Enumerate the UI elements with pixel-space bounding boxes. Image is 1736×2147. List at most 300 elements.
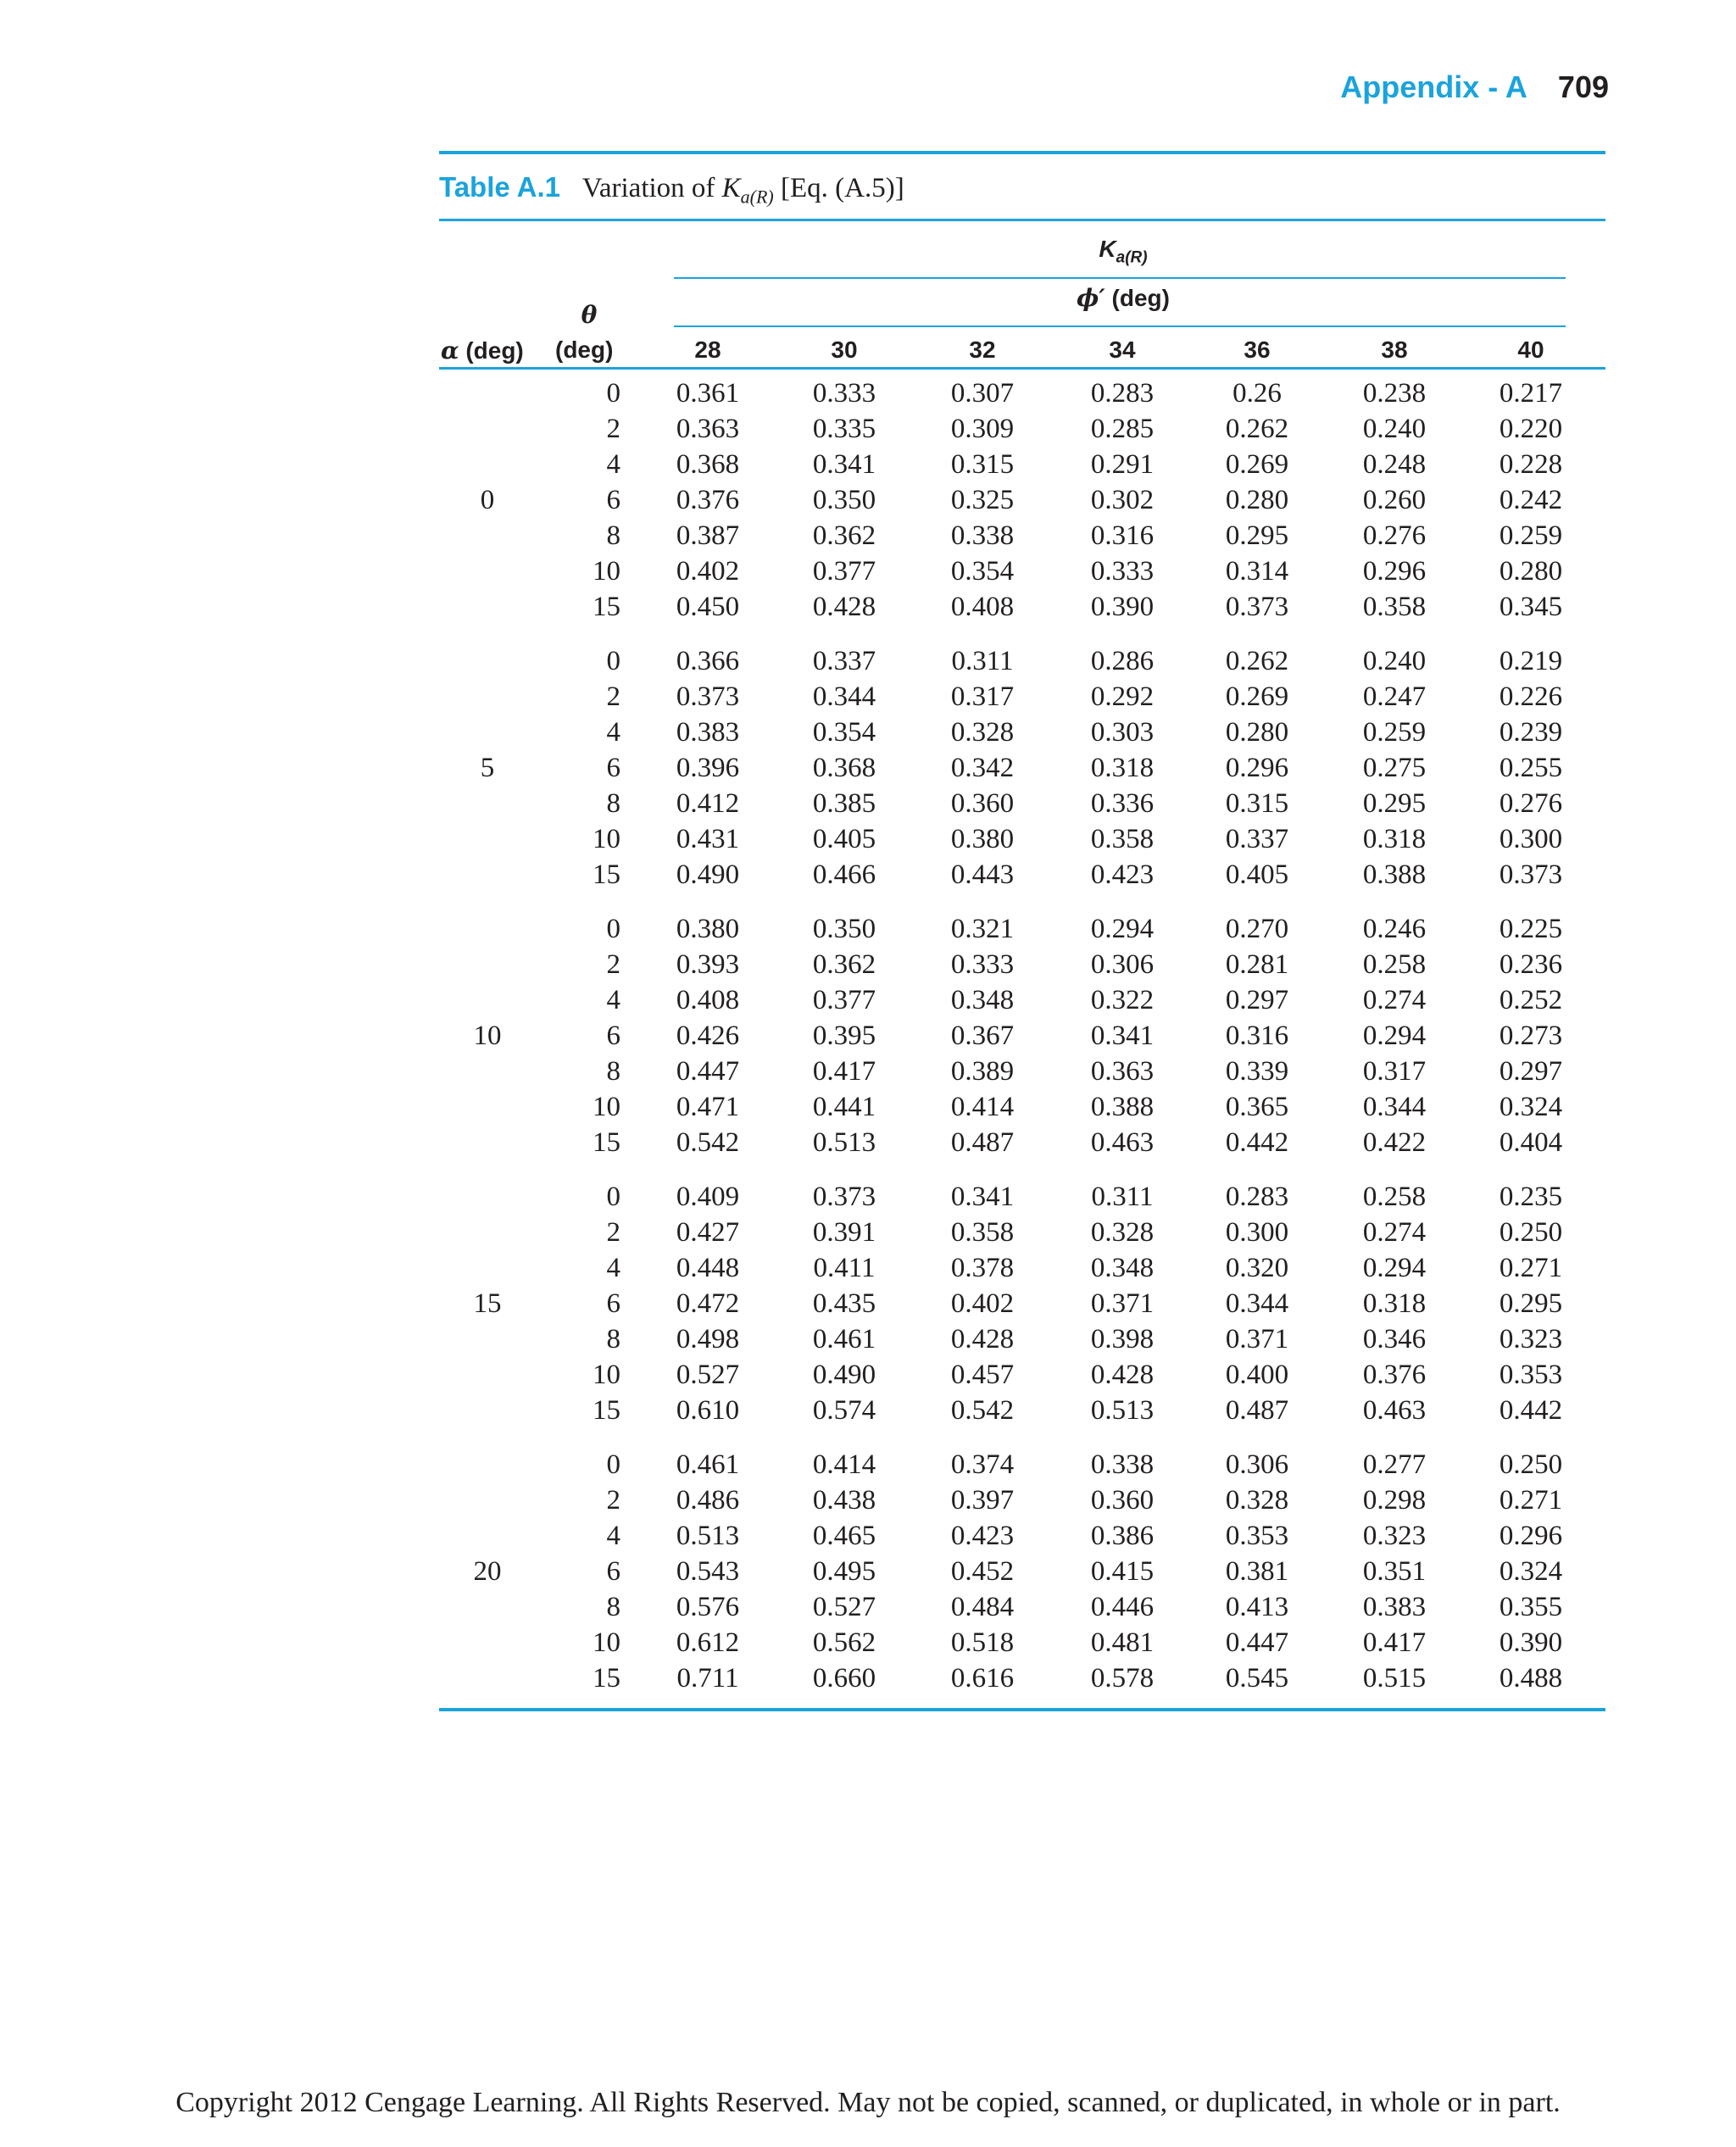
k-value-cell: 0.322 (1090, 985, 1155, 1015)
theta-value: 4 (606, 1521, 620, 1551)
phi-column-header: 32 (969, 337, 996, 363)
k-value-cell: 0.395 (812, 1021, 876, 1051)
k-value-cell: 0.226 (1499, 681, 1563, 712)
k-value-cell: 0.260 (1362, 485, 1427, 515)
k-value-cell: 0.442 (1225, 1127, 1289, 1158)
k-value-cell: 0.488 (1499, 1663, 1563, 1694)
k-value-cell: 0.377 (812, 556, 876, 587)
k-value-cell: 0.344 (1362, 1092, 1427, 1122)
k-value-cell: 0.344 (812, 681, 876, 712)
k-value-cell: 0.388 (1362, 859, 1427, 890)
k-value-cell: 0.281 (1225, 949, 1289, 980)
k-value-cell: 0.297 (1225, 985, 1289, 1015)
k-value-cell: 0.311 (951, 646, 1014, 676)
k-value-cell: 0.487 (950, 1127, 1015, 1158)
k-value-cell: 0.294 (1362, 1021, 1427, 1051)
k-value-cell: 0.258 (1362, 949, 1427, 980)
caption-text-after: [Eq. (A.5)] (781, 173, 904, 203)
k-value-cell: 0.317 (950, 681, 1015, 712)
k-value-cell: 0.513 (812, 1127, 876, 1158)
theta-value: 2 (606, 414, 620, 444)
k-value-cell: 0.335 (812, 414, 876, 444)
k-value-cell: 0.481 (1090, 1627, 1155, 1658)
k-value-cell: 0.402 (950, 1288, 1015, 1319)
k-value-cell: 0.280 (1225, 485, 1289, 515)
k-value-cell: 0.414 (950, 1092, 1015, 1122)
theta-symbol: θ (581, 301, 598, 329)
k-value-cell: 0.447 (1225, 1627, 1289, 1658)
alpha-value: 15 (473, 1288, 502, 1319)
theta-value: 2 (606, 681, 620, 712)
k-value-cell: 0.381 (1225, 1556, 1289, 1587)
k-value-cell: 0.578 (1090, 1663, 1155, 1694)
k-value-cell: 0.353 (1499, 1360, 1563, 1390)
theta-value: 4 (606, 985, 620, 1015)
theta-value: 6 (606, 485, 620, 515)
k-value-cell: 0.283 (1090, 378, 1155, 409)
theta-value: 2 (606, 949, 620, 980)
k-value-cell: 0.396 (676, 753, 740, 783)
k-value-cell: 0.351 (1362, 1556, 1427, 1587)
k-value-cell: 0.318 (1362, 824, 1427, 854)
phi-column-header: 38 (1381, 337, 1408, 363)
k-value-cell: 0.442 (1499, 1395, 1563, 1426)
k-value-cell: 0.280 (1499, 556, 1563, 587)
k-value-cell: 0.295 (1499, 1288, 1563, 1319)
k-value-cell: 0.294 (1090, 914, 1155, 944)
table-caption (439, 171, 904, 209)
k-value-cell: 0.250 (1499, 1449, 1563, 1480)
theta-value: 8 (606, 1056, 620, 1087)
k-value-cell: 0.228 (1499, 449, 1563, 480)
k-value-cell: 0.542 (676, 1127, 740, 1158)
k-value-cell: 0.390 (1090, 592, 1155, 622)
k-value-cell: 0.350 (812, 485, 876, 515)
phi-unit: (deg) (1111, 285, 1170, 311)
k-value-cell: 0.270 (1225, 914, 1289, 944)
k-value-cell: 0.320 (1225, 1253, 1289, 1283)
k-value-cell: 0.348 (950, 985, 1015, 1015)
k-value-cell: 0.321 (950, 914, 1015, 944)
theta-value: 15 (593, 1663, 620, 1694)
k-value-cell: 0.428 (950, 1324, 1015, 1354)
phi-column-header: 36 (1244, 337, 1271, 363)
theta-value: 10 (593, 1627, 620, 1658)
alpha-symbol: α (441, 337, 459, 364)
caption-subscript: a(R) (740, 186, 774, 208)
k-value-cell: 0.277 (1362, 1449, 1427, 1480)
k-value-cell: 0.472 (676, 1288, 740, 1319)
theta-value: 0 (606, 378, 620, 409)
k-value-cell: 0.339 (1225, 1056, 1289, 1087)
alpha-value: 5 (480, 753, 495, 783)
k-value-cell: 0.413 (1225, 1592, 1289, 1622)
k-value-cell: 0.576 (676, 1592, 740, 1622)
k-value-cell: 0.443 (950, 859, 1015, 890)
k-value-cell: 0.307 (950, 378, 1015, 409)
k-value-cell: 0.366 (676, 646, 740, 676)
k-value-cell: 0.325 (950, 485, 1015, 515)
k-value-cell: 0.368 (812, 753, 876, 783)
k-value-cell: 0.353 (1225, 1521, 1289, 1551)
k-value-cell: 0.341 (812, 449, 876, 480)
k-value-cell: 0.225 (1499, 914, 1563, 944)
k-value-cell: 0.423 (1090, 859, 1155, 890)
theta-value: 0 (606, 914, 620, 944)
k-value-cell: 0.435 (812, 1288, 876, 1319)
alpha-value: 20 (473, 1556, 502, 1587)
theta-value: 6 (606, 1556, 620, 1587)
k-value-cell: 0.295 (1362, 788, 1427, 819)
k-value-cell: 0.368 (676, 449, 740, 480)
k-value-cell: 0.255 (1499, 753, 1563, 783)
k-value-cell: 0.317 (1362, 1056, 1427, 1087)
k-value-cell: 0.446 (1090, 1592, 1155, 1622)
k-value-cell: 0.527 (676, 1360, 740, 1390)
phi-column-header: 40 (1517, 337, 1544, 363)
k-value-cell: 0.660 (812, 1663, 876, 1694)
k-value-cell: 0.236 (1499, 949, 1563, 980)
k-value-cell: 0.417 (812, 1056, 876, 1087)
k-value-cell: 0.302 (1090, 485, 1155, 515)
k-value-cell: 0.259 (1499, 520, 1563, 551)
k-value-cell: 0.376 (676, 485, 740, 515)
k-value-cell: 0.239 (1499, 717, 1563, 748)
k-value-cell: 0.461 (676, 1449, 740, 1480)
alpha-value: 0 (480, 485, 495, 515)
k-value-cell: 0.373 (1499, 859, 1563, 890)
phi-symbol: ϕ′ (1077, 284, 1105, 312)
theta-value: 8 (606, 1324, 620, 1354)
k-value-cell: 0.258 (1362, 1182, 1427, 1212)
k-value-cell: 0.271 (1499, 1485, 1563, 1516)
k-value-cell: 0.338 (950, 520, 1015, 551)
k-value-cell: 0.311 (1091, 1182, 1154, 1212)
k-value-cell: 0.337 (812, 646, 876, 676)
k-value-cell: 0.515 (1362, 1663, 1427, 1694)
k-value-cell: 0.285 (1090, 414, 1155, 444)
k-value-cell: 0.487 (1225, 1395, 1289, 1426)
k-value-cell: 0.354 (950, 556, 1015, 587)
k-value-cell: 0.363 (676, 414, 740, 444)
theta-value: 10 (593, 556, 620, 587)
k-value-cell: 0.574 (812, 1395, 876, 1426)
k-value-cell: 0.471 (676, 1092, 740, 1122)
k-value-cell: 0.242 (1499, 485, 1563, 515)
k-value-cell: 0.358 (950, 1217, 1015, 1248)
k-value-cell: 0.247 (1362, 681, 1427, 712)
k-value-cell: 0.490 (676, 859, 740, 890)
k-value-cell: 0.354 (812, 717, 876, 748)
k-value-cell: 0.295 (1225, 520, 1289, 551)
k-value-cell: 0.390 (1499, 1627, 1563, 1658)
theta-value: 4 (606, 1253, 620, 1283)
theta-value: 0 (606, 1182, 620, 1212)
k-value-cell: 0.355 (1499, 1592, 1563, 1622)
group-header-subscript: a(R) (1116, 248, 1148, 267)
page-number: 709 (1557, 70, 1609, 104)
k-value-cell: 0.448 (676, 1253, 740, 1283)
k-value-cell: 0.248 (1362, 449, 1427, 480)
k-value-cell: 0.447 (676, 1056, 740, 1087)
k-value-cell: 0.269 (1225, 449, 1289, 480)
k-value-cell: 0.486 (676, 1485, 740, 1516)
theta-value: 8 (606, 1592, 620, 1622)
k-value-cell: 0.360 (1090, 1485, 1155, 1516)
theta-value: 15 (593, 859, 620, 890)
k-value-cell: 0.294 (1362, 1253, 1427, 1283)
caption-rule (439, 219, 1605, 221)
k-value-cell: 0.422 (1362, 1127, 1427, 1158)
k-value-cell: 0.362 (812, 520, 876, 551)
k-value-cell: 0.367 (950, 1021, 1015, 1051)
k-value-cell: 0.346 (1362, 1324, 1427, 1354)
k-value-cell: 0.358 (1090, 824, 1155, 854)
group-header-rule (674, 277, 1566, 279)
k-value-cell: 0.271 (1499, 1253, 1563, 1283)
k-value-cell: 0.297 (1499, 1056, 1563, 1087)
header-rule (439, 367, 1605, 370)
k-value-cell: 0.348 (1090, 1253, 1155, 1283)
k-value-cell: 0.438 (812, 1485, 876, 1516)
k-value-cell: 0.405 (1225, 859, 1289, 890)
k-value-cell: 0.333 (1090, 556, 1155, 587)
alpha-unit: (deg) (465, 337, 524, 364)
k-value-cell: 0.362 (812, 949, 876, 980)
k-value-cell: 0.341 (1090, 1021, 1155, 1051)
k-value-cell: 0.26 (1232, 378, 1282, 409)
k-value-cell: 0.276 (1362, 520, 1427, 551)
k-value-cell: 0.336 (1090, 788, 1155, 819)
theta-value: 2 (606, 1485, 620, 1516)
k-value-cell: 0.513 (1090, 1395, 1155, 1426)
k-value-cell: 0.274 (1362, 1217, 1427, 1248)
theta-value: 6 (606, 1288, 620, 1319)
theta-value: 10 (593, 1360, 620, 1390)
k-value-cell: 0.397 (950, 1485, 1015, 1516)
theta-value: 0 (606, 646, 620, 676)
k-value-cell: 0.378 (950, 1253, 1015, 1283)
k-value-cell: 0.363 (1090, 1056, 1155, 1087)
theta-value: 8 (606, 520, 620, 551)
k-value-cell: 0.296 (1499, 1521, 1563, 1551)
k-value-cell: 0.240 (1362, 646, 1427, 676)
section-label: Appendix - A (1340, 70, 1527, 104)
theta-value: 8 (606, 788, 620, 819)
k-value-cell: 0.324 (1499, 1556, 1563, 1587)
k-value-cell: 0.380 (950, 824, 1015, 854)
k-value-cell: 0.612 (676, 1627, 740, 1658)
k-value-cell: 0.345 (1499, 592, 1563, 622)
k-value-cell: 0.387 (676, 520, 740, 551)
k-value-cell: 0.371 (1090, 1288, 1155, 1319)
k-value-cell: 0.465 (812, 1521, 876, 1551)
k-value-cell: 0.542 (950, 1395, 1015, 1426)
k-value-cell: 0.415 (1090, 1556, 1155, 1587)
k-value-cell: 0.314 (1225, 556, 1289, 587)
theta-value: 10 (593, 824, 620, 854)
k-value-cell: 0.450 (676, 592, 740, 622)
k-value-cell: 0.371 (1225, 1324, 1289, 1354)
k-value-cell: 0.388 (1090, 1092, 1155, 1122)
k-value-cell: 0.513 (676, 1521, 740, 1551)
caption-text-before: Variation of (581, 173, 715, 203)
group-header-symbol: K (1099, 236, 1116, 262)
k-value-cell: 0.376 (1362, 1360, 1427, 1390)
k-value-cell: 0.259 (1362, 717, 1427, 748)
k-value-cell: 0.252 (1499, 985, 1563, 1015)
phi-column-header: 34 (1109, 337, 1136, 363)
k-value-cell: 0.495 (812, 1556, 876, 1587)
k-value-cell: 0.350 (812, 914, 876, 944)
k-value-cell: 0.383 (1362, 1592, 1427, 1622)
k-value-cell: 0.527 (812, 1592, 876, 1622)
k-value-cell: 0.490 (812, 1360, 876, 1390)
k-value-cell: 0.365 (1225, 1092, 1289, 1122)
k-value-cell: 0.414 (812, 1449, 876, 1480)
k-value-cell: 0.562 (812, 1627, 876, 1658)
k-value-cell: 0.463 (1090, 1127, 1155, 1158)
group-header (932, 236, 1314, 268)
k-value-cell: 0.316 (1090, 520, 1155, 551)
k-value-cell: 0.385 (812, 788, 876, 819)
k-value-cell: 0.315 (950, 449, 1015, 480)
k-value-cell: 0.342 (950, 753, 1015, 783)
k-value-cell: 0.383 (676, 717, 740, 748)
k-value-cell: 0.391 (812, 1217, 876, 1248)
k-value-cell: 0.300 (1499, 824, 1563, 854)
k-value-cell: 0.373 (812, 1182, 876, 1212)
k-value-cell: 0.380 (676, 914, 740, 944)
k-value-cell: 0.274 (1362, 985, 1427, 1015)
theta-unit: (deg) (555, 337, 614, 363)
k-value-cell: 0.328 (1090, 1217, 1155, 1248)
k-value-cell: 0.292 (1090, 681, 1155, 712)
alpha-value: 10 (473, 1021, 502, 1051)
k-value-cell: 0.344 (1225, 1288, 1289, 1319)
alpha-header (441, 337, 524, 364)
k-value-cell: 0.303 (1090, 717, 1155, 748)
k-value-cell: 0.238 (1362, 378, 1427, 409)
k-value-cell: 0.220 (1499, 414, 1563, 444)
phi-header-rule (674, 325, 1566, 327)
k-value-cell: 0.323 (1499, 1324, 1563, 1354)
top-rule (439, 151, 1605, 154)
running-head (1340, 70, 1609, 105)
k-value-cell: 0.411 (813, 1253, 876, 1283)
k-value-cell: 0.423 (950, 1521, 1015, 1551)
k-value-cell: 0.441 (812, 1092, 876, 1122)
k-value-cell: 0.283 (1225, 1182, 1289, 1212)
k-value-cell: 0.306 (1225, 1449, 1289, 1480)
k-value-cell: 0.398 (1090, 1324, 1155, 1354)
k-value-cell: 0.240 (1362, 414, 1427, 444)
k-value-cell: 0.374 (950, 1449, 1015, 1480)
phi-header (932, 284, 1314, 312)
k-value-cell: 0.498 (676, 1324, 740, 1354)
k-value-cell: 0.306 (1090, 949, 1155, 980)
k-value-cell: 0.300 (1225, 1217, 1289, 1248)
k-value-cell: 0.545 (1225, 1663, 1289, 1694)
k-value-cell: 0.373 (676, 681, 740, 712)
k-value-cell: 0.412 (676, 788, 740, 819)
theta-value: 6 (606, 1021, 620, 1051)
k-value-cell: 0.316 (1225, 1021, 1289, 1051)
k-value-cell: 0.610 (676, 1395, 740, 1426)
k-value-cell: 0.269 (1225, 681, 1289, 712)
k-value-cell: 0.217 (1499, 378, 1563, 409)
k-value-cell: 0.341 (950, 1182, 1015, 1212)
caption-symbol: K (721, 173, 741, 203)
k-value-cell: 0.275 (1362, 753, 1427, 783)
phi-column-header: 30 (831, 337, 858, 363)
k-value-cell: 0.431 (676, 824, 740, 854)
k-value-cell: 0.428 (812, 592, 876, 622)
k-value-cell: 0.543 (676, 1556, 740, 1587)
k-value-cell: 0.457 (950, 1360, 1015, 1390)
k-value-cell: 0.358 (1362, 592, 1427, 622)
k-value-cell: 0.262 (1225, 414, 1289, 444)
k-value-cell: 0.409 (676, 1182, 740, 1212)
theta-value: 6 (606, 753, 620, 783)
theta-value: 4 (606, 717, 620, 748)
k-value-cell: 0.291 (1090, 449, 1155, 480)
k-value-cell: 0.373 (1225, 592, 1289, 622)
k-value-cell: 0.309 (950, 414, 1015, 444)
k-value-cell: 0.337 (1225, 824, 1289, 854)
k-value-cell: 0.360 (950, 788, 1015, 819)
k-value-cell: 0.377 (812, 985, 876, 1015)
k-value-cell: 0.262 (1225, 646, 1289, 676)
k-value-cell: 0.428 (1090, 1360, 1155, 1390)
k-value-cell: 0.298 (1362, 1485, 1427, 1516)
theta-value: 4 (606, 449, 620, 480)
theta-value: 10 (593, 1092, 620, 1122)
k-value-cell: 0.408 (950, 592, 1015, 622)
k-value-cell: 0.296 (1362, 556, 1427, 587)
k-value-cell: 0.616 (950, 1663, 1015, 1694)
k-value-cell: 0.328 (950, 717, 1015, 748)
k-value-cell: 0.219 (1499, 646, 1563, 676)
k-value-cell: 0.361 (676, 378, 740, 409)
phi-column-header: 28 (694, 337, 721, 363)
k-value-cell: 0.328 (1225, 1485, 1289, 1516)
theta-value: 0 (606, 1449, 620, 1480)
k-value-cell: 0.324 (1499, 1092, 1563, 1122)
k-value-cell: 0.333 (950, 949, 1015, 980)
k-value-cell: 0.318 (1362, 1288, 1427, 1319)
k-value-cell: 0.273 (1499, 1021, 1563, 1051)
table-label: Table A.1 (439, 171, 561, 203)
theta-value: 2 (606, 1217, 620, 1248)
k-value-cell: 0.280 (1225, 717, 1289, 748)
k-value-cell: 0.389 (950, 1056, 1015, 1087)
k-value-cell: 0.286 (1090, 646, 1155, 676)
theta-value: 15 (593, 1127, 620, 1158)
k-value-cell: 0.452 (950, 1556, 1015, 1587)
k-value-cell: 0.276 (1499, 788, 1563, 819)
k-value-cell: 0.466 (812, 859, 876, 890)
copyright-notice: Copyright 2012 Cengage Learning. All Rights Reserved. May not be copied, scanned, or duplicated, in whole or in part. (175, 2087, 1561, 2118)
theta-value: 15 (593, 592, 620, 622)
k-value-cell: 0.408 (676, 985, 740, 1015)
k-value-cell: 0.338 (1090, 1449, 1155, 1480)
k-value-cell: 0.404 (1499, 1127, 1563, 1158)
k-value-cell: 0.246 (1362, 914, 1427, 944)
k-value-cell: 0.296 (1225, 753, 1289, 783)
k-value-cell: 0.402 (676, 556, 740, 587)
k-value-cell: 0.463 (1362, 1395, 1427, 1426)
